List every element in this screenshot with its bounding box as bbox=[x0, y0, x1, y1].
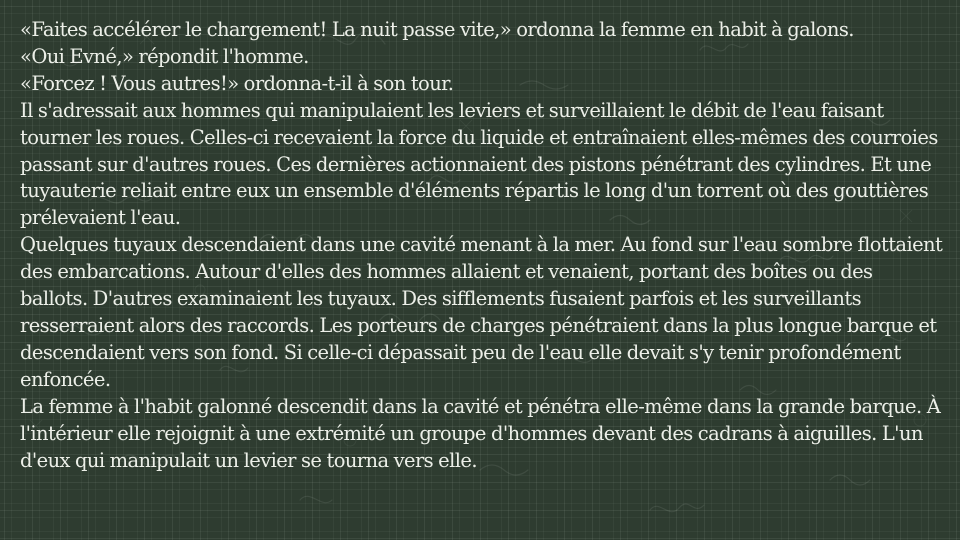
paragraph-5: Quelques tuyaux descendaient dans une cavité menant à la mer. Au fond sur l'eau sombre flottaient des embarcations. Autour d'elles des hommes allaient et venaient, portant des boîtes ou des ballots. D'autres examinaient les tuyaux. Des sifflements fusaient parfois et les surveillants resserraient alors des raccords. Les porteurs de charges pénétraient dans la plus longue barque et descendaient vers son fond. Si celle-ci dépassait peu de l'eau elle devait s'y tenir profondément enfoncée. bbox=[20, 233, 943, 391]
paragraph-1: «Faites accélérer le chargement! La nuit passe vite,» ordonna la femme en habit à galons. bbox=[20, 18, 854, 41]
document-text bbox=[20, 17, 945, 474]
paragraph-4: Il s'adressait aux hommes qui manipulaient les leviers et surveillaient le débit de l'eau faisant tourner les roues. Celles-ci recevaient la force du liquide et entraînaient elles-mêmes des courroies passant sur d'autres roues. Ces dernières actionnaient des pistons pénétrant des cylindres. Et une tuyauterie reliait entre eux un ensemble d'éléments répartis le long d'un torrent où des gouttières prélevaient l'eau. bbox=[20, 98, 938, 230]
paragraph-3: «Forcez ! Vous autres!» ordonna-t-il à son tour. bbox=[20, 71, 454, 95]
paragraph-2: «Oui Evné,» répondit l'homme. bbox=[20, 44, 309, 68]
paragraph-6: La femme à l'habit galonné descendit dans la cavité et pénétra elle-même dans la grande barque. À l'intérieur elle rejoignit à une extrémité un groupe d'hommes devant des cadrans à aiguilles. L'un d'eux qui manipulait un levier se tourna vers elle. bbox=[20, 394, 941, 472]
